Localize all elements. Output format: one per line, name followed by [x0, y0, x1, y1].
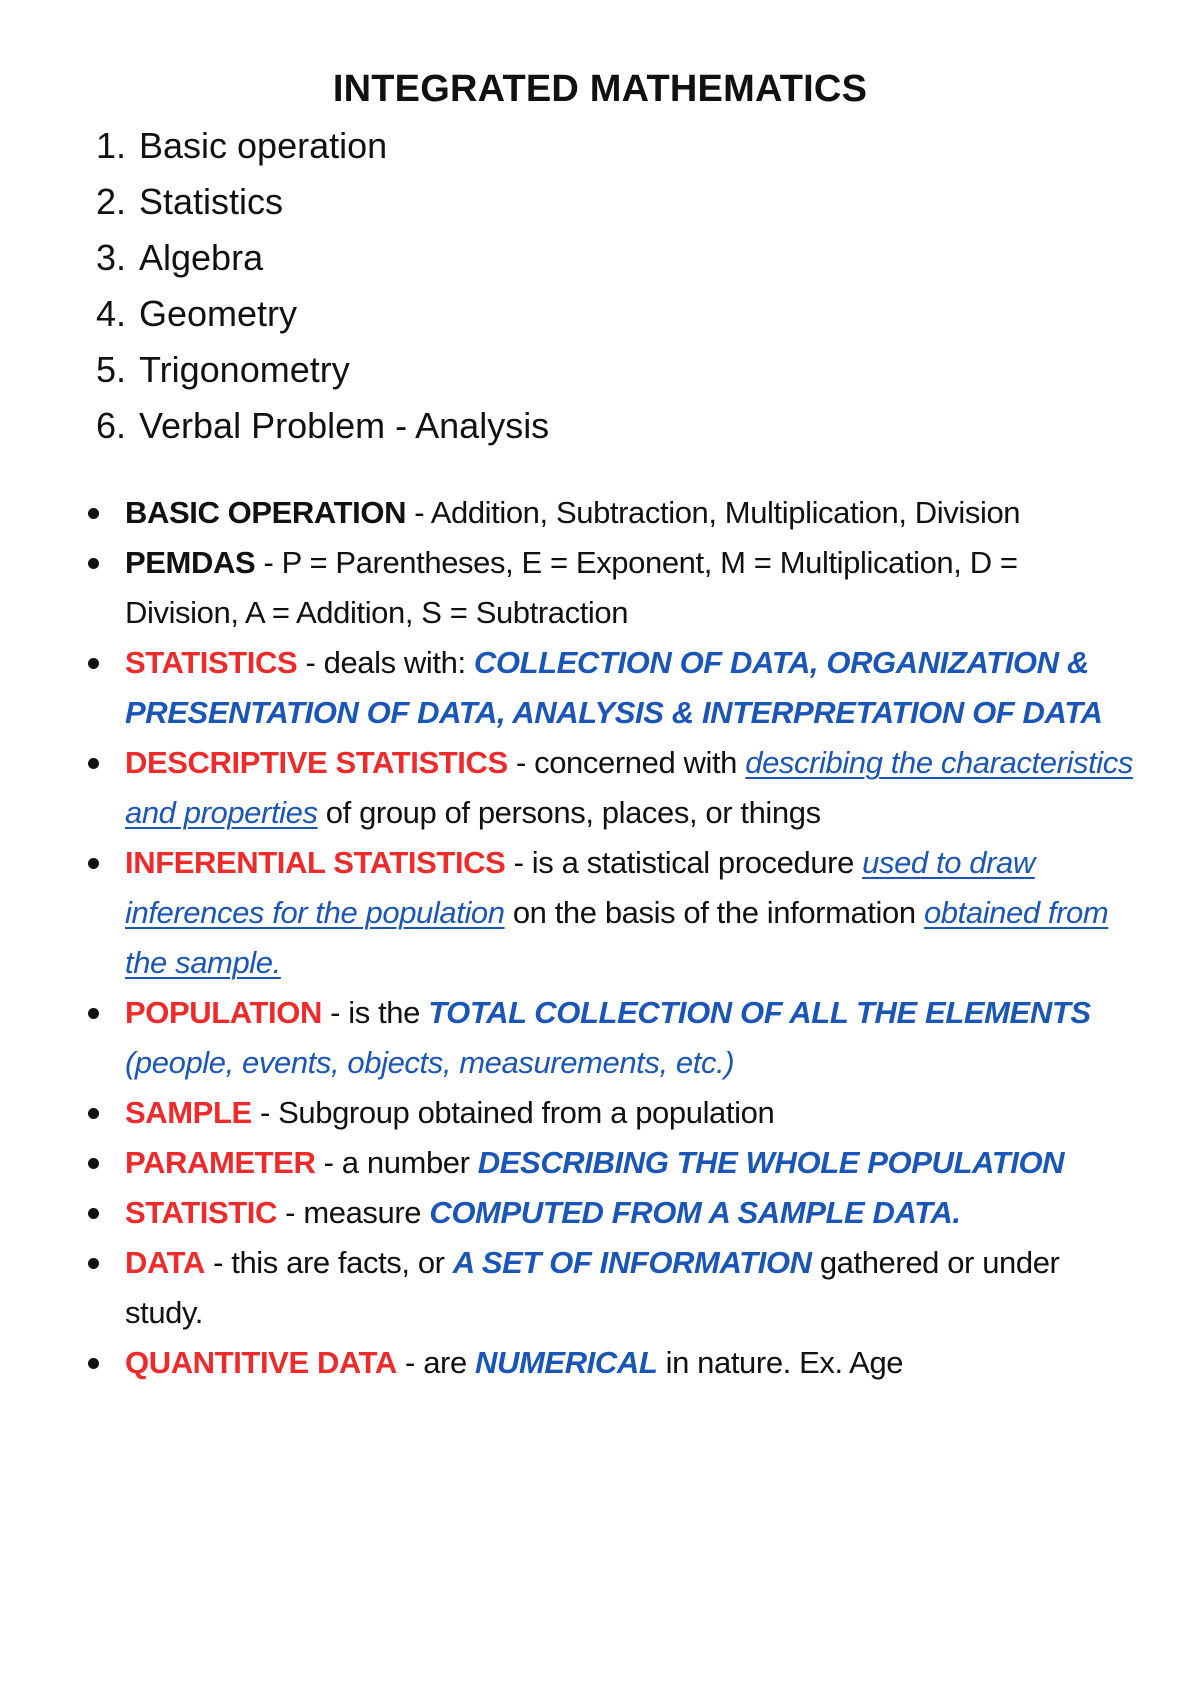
- topic-item: [96, 398, 549, 454]
- definition-list: [125, 488, 1135, 1388]
- bullet-icon: [88, 758, 99, 769]
- definition-item: [125, 1088, 1135, 1138]
- definition-text: - Addition, Subtraction, Multiplication, Division: [406, 495, 1021, 530]
- emphasis-text: NUMERICAL: [475, 1345, 658, 1380]
- bullet-icon: [88, 558, 99, 569]
- underlined-emphasis-text: obtained from the sample.: [125, 895, 1109, 980]
- definition-text: - concerned with: [507, 745, 746, 780]
- bullet-icon: [88, 508, 99, 519]
- definition-item: [125, 1188, 1135, 1238]
- underlined-emphasis-text: used to draw inferences for the population: [125, 845, 1035, 930]
- bullet-icon: [88, 1008, 99, 1019]
- topic-item: [96, 342, 549, 398]
- topic-number: 5.: [96, 349, 127, 390]
- topic-item: [96, 118, 549, 174]
- emphasis-text: (people, events, objects, measurements, etc.): [125, 1045, 735, 1080]
- definition-text: - P = Parentheses, E = Exponent, M = Multiplication, D = Division, A = Addition, S = Subtraction: [125, 545, 1018, 630]
- definition-text: on the basis of the information: [504, 895, 924, 930]
- definition-item: [125, 1238, 1135, 1338]
- definition-text: - this are facts, or: [204, 1245, 453, 1280]
- definition-item: [125, 1138, 1135, 1188]
- bullet-icon: [88, 1208, 99, 1219]
- definition-text: gathered or under study.: [125, 1245, 1060, 1330]
- definition-text: - measure: [276, 1195, 430, 1230]
- term-label: BASIC OPERATION: [125, 495, 407, 530]
- topic-label: Trigonometry: [139, 349, 350, 390]
- bullet-icon: [88, 1258, 99, 1269]
- emphasis-text: COMPUTED FROM A SAMPLE DATA.: [429, 1195, 961, 1230]
- definition-text: - a number: [315, 1145, 478, 1180]
- topic-item: [96, 286, 549, 342]
- topic-label: Statistics: [139, 181, 284, 222]
- definition-text: - is a statistical procedure: [505, 845, 863, 880]
- topic-label: Algebra: [139, 237, 264, 278]
- topic-item: [96, 230, 549, 286]
- bullet-icon: [88, 858, 99, 869]
- definition-text: in nature. Ex. Age: [657, 1345, 904, 1380]
- topic-number: 1.: [96, 125, 127, 166]
- term-label: INFERENTIAL STATISTICS: [125, 845, 506, 880]
- topic-label: Geometry: [139, 293, 298, 334]
- topic-number: 4.: [96, 293, 127, 334]
- emphasis-text: COLLECTION OF DATA, ORGANIZATION & PRESENTATION OF DATA, ANALYSIS & INTERPRETATION OF DATA: [125, 645, 1103, 730]
- definition-text: of group of persons, places, or things: [317, 795, 821, 830]
- topic-number: 6.: [96, 405, 127, 446]
- emphasis-text: TOTAL COLLECTION OF ALL THE ELEMENTS: [428, 995, 1091, 1030]
- topic-label: Verbal Problem - Analysis: [139, 405, 550, 446]
- topic-list: [96, 118, 549, 454]
- term-label: PEMDAS: [125, 545, 256, 580]
- definition-text: - is the: [321, 995, 429, 1030]
- term-label: SAMPLE: [125, 1095, 252, 1130]
- bullet-icon: [88, 1108, 99, 1119]
- bullet-icon: [88, 1158, 99, 1169]
- term-label: DATA: [125, 1245, 205, 1280]
- definition-item: [125, 988, 1135, 1088]
- bullet-icon: [88, 1358, 99, 1369]
- definition-text: - are: [396, 1345, 476, 1380]
- definition-text: - Subgroup obtained from a population: [251, 1095, 775, 1130]
- definition-item: [125, 838, 1135, 988]
- term-label: QUANTITIVE DATA: [125, 1345, 397, 1380]
- page-title: INTEGRATED MATHEMATICS: [332, 68, 868, 110]
- emphasis-text: A SET OF INFORMATION: [452, 1245, 812, 1280]
- definition-item: [125, 538, 1135, 638]
- topic-number: 2.: [96, 181, 127, 222]
- bullet-icon: [88, 658, 99, 669]
- definition-item: [125, 1338, 1135, 1388]
- term-label: POPULATION: [125, 995, 322, 1030]
- emphasis-text: DESCRIBING THE WHOLE POPULATION: [477, 1145, 1065, 1180]
- term-label: STATISTICS: [125, 645, 298, 680]
- term-label: STATISTIC: [125, 1195, 277, 1230]
- definition-item: [125, 738, 1135, 838]
- term-label: DESCRIPTIVE STATISTICS: [125, 745, 508, 780]
- topic-item: [96, 174, 549, 230]
- underlined-emphasis-text: describing the characteristics and properties: [125, 745, 1133, 830]
- definition-text: - deals with:: [297, 645, 474, 680]
- topic-label: Basic operation: [139, 125, 388, 166]
- definition-item: [125, 488, 1135, 538]
- term-label: PARAMETER: [125, 1145, 316, 1180]
- definition-item: [125, 638, 1135, 738]
- topic-number: 3.: [96, 237, 127, 278]
